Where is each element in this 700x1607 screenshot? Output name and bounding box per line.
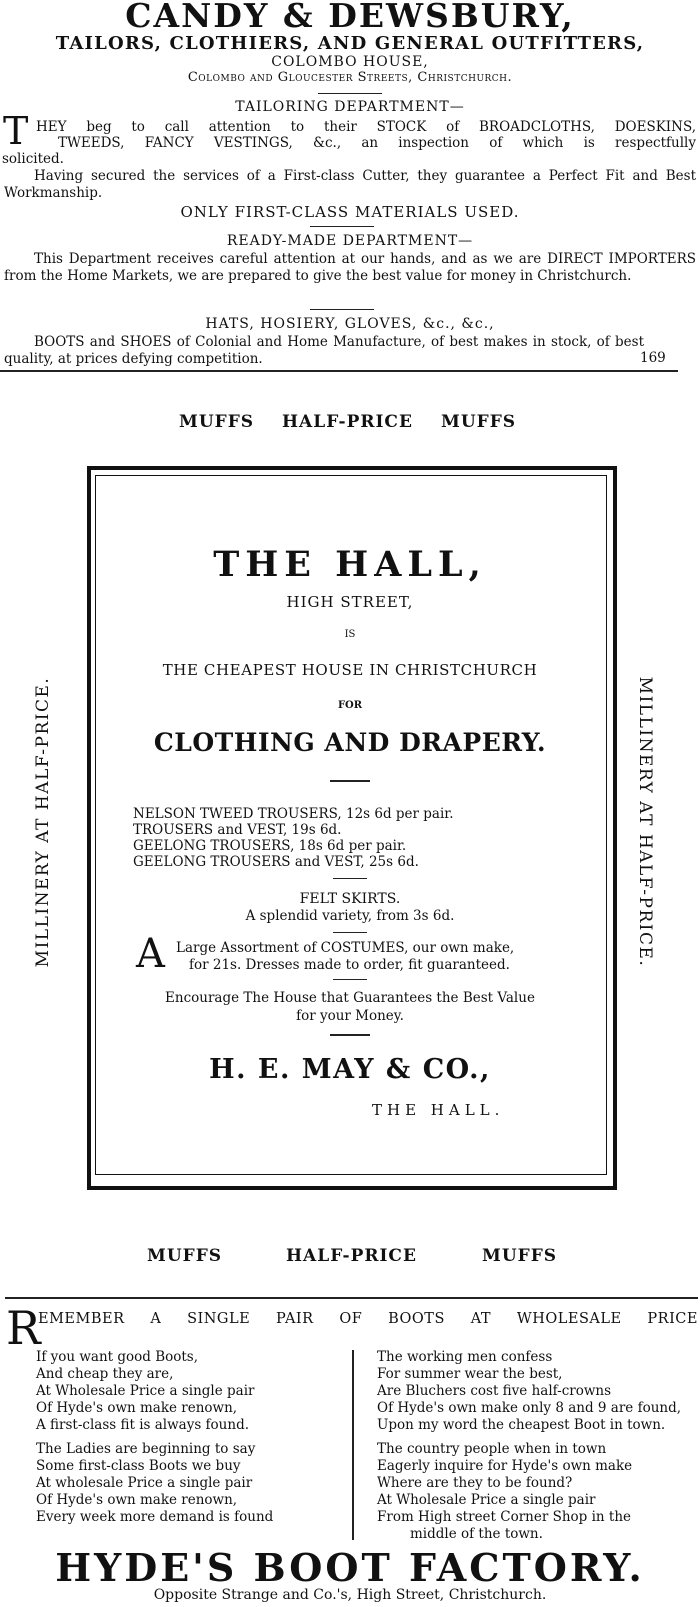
divider (310, 309, 374, 310)
felt-heading: FELT SKIRTS. (299, 891, 401, 907)
poem-line: Are Bluchers cost five half-crowns (377, 1383, 612, 1399)
poem-line: The working men confess (377, 1349, 553, 1365)
banner-top-muffs-right: MUFFS (441, 412, 517, 432)
readymade-heading: READY-MADE DEPARTMENT— (226, 233, 474, 249)
section-rule (0, 370, 678, 372)
poem-line: The Ladies are beginning to say (36, 1441, 256, 1457)
poem-line: Every week more demand is found (36, 1509, 274, 1525)
poem-line: If you want good Boots, (36, 1349, 199, 1365)
poem-line: At Wholesale Price a single pair (36, 1383, 255, 1399)
encourage-line2: for your Money. (296, 1008, 404, 1024)
poem-line: At wholesale Price a single pair (36, 1475, 253, 1491)
poem-line: Of Hyde's own make only 8 and 9 are found, (377, 1400, 682, 1416)
candy-subtitle: TAILORS, CLOTHIERS, AND GENERAL OUTFITTERS, (55, 33, 645, 54)
costumes-dropcap: A (136, 931, 165, 977)
ad-number: 169 (640, 350, 666, 366)
poem-line: The country people when in town (377, 1441, 607, 1457)
hats-heading: HATS, HOSIERY, GLOVES, &c., &c., (205, 316, 495, 332)
hall-clothing: CLOTHING AND DRAPERY. (153, 728, 547, 757)
tailoring-line2: TWEEDS, FANCY VESTINGS, &c., an inspection of which is respectfully (58, 135, 696, 151)
readymade-text: This Department receives careful attention at our hands, and as we are DIRECT IMPORTERS from the Home Markets, we are prepared to give the best value for money in Christchurch. (4, 251, 696, 284)
banner-top-half-price: HALF-PRICE (282, 412, 413, 432)
materials-text: ONLY FIRST-CLASS MATERIALS USED. (180, 203, 520, 221)
section-rule (5, 1297, 698, 1299)
poem-line: From High street Corner Shop in the (377, 1509, 632, 1525)
poem-line: Eagerly inquire for Hyde's own make (377, 1458, 633, 1474)
tailoring-line3: solicited. (2, 151, 64, 167)
poem-line: Some first-class Boots we buy (36, 1458, 241, 1474)
poem-right-last-line: middle of the town. (410, 1526, 543, 1542)
banner-top-muffs-left: MUFFS (179, 412, 255, 432)
costumes-line1: Large Assortment of COSTUMES, our own make, (176, 940, 515, 956)
side-text-right: MILLINERY AT HALF-PRICE. (635, 676, 655, 968)
candy-address: Colombo and Gloucester Streets, Christchurch. (187, 70, 513, 85)
poem-right-verse1 (377, 1349, 681, 1434)
hyde-dropcap: R (6, 1301, 41, 1355)
hall-cheapest: THE CHEAPEST HOUSE IN CHRISTCHURCH (162, 661, 538, 679)
cutter-text: Having secured the services of a First-class Cutter, they guarantee a Perfect Fit and Best Workmanship. (4, 168, 696, 201)
divider (310, 226, 374, 227)
tailoring-dropcap: T (3, 109, 29, 153)
poem-line: Of Hyde's own make renown, (36, 1400, 238, 1416)
hall-is: IS (344, 629, 356, 640)
tailoring-line1: HEY beg to call attention to their STOCK of BROADCLOTHS, DOESKINS, (36, 119, 696, 135)
candy-house: COLOMBO HOUSE, (271, 54, 429, 70)
poem-right-verse2 (377, 1441, 632, 1526)
hyde-factory-title: HYDE'S BOOT FACTORY. (55, 1545, 645, 1590)
divider (333, 878, 367, 879)
hall-title: THE HALL, (213, 544, 487, 585)
banner-bottom-muffs-left: MUFFS (147, 1246, 223, 1266)
hyde-headline: EMEMBER A SINGLE PAIR OF BOOTS AT WHOLESALE PRICE (38, 1311, 698, 1327)
side-text-left: MILLINERY AT HALF-PRICE. (33, 676, 53, 968)
hall-item: GEELONG TROUSERS and VEST, 25s 6d. (133, 854, 419, 870)
poem-column-divider (352, 1350, 354, 1540)
poem-line: Of Hyde's own make renown, (36, 1492, 238, 1508)
poem-line: Where are they to be found? (377, 1475, 573, 1491)
divider (330, 1034, 370, 1036)
tailoring-heading: TAILORING DEPARTMENT— (235, 99, 465, 115)
hall-for: FOR (337, 700, 363, 711)
poem-line: And cheap they are, (36, 1366, 174, 1382)
divider (330, 780, 370, 782)
poem-left-verse2 (36, 1441, 273, 1526)
hall-item: NELSON TWEED TROUSERS, 12s 6d per pair. (133, 806, 454, 822)
hall-street: HIGH STREET, (286, 593, 414, 611)
poem-line: Upon my word the cheapest Boot in town. (377, 1417, 666, 1433)
divider (333, 932, 367, 933)
hall-item: GEELONG TROUSERS, 18s 6d per pair. (133, 838, 407, 854)
boots-text: BOOTS and SHOES of Colonial and Home Manufacture, of best makes in stock, of best quality, at prices defying competition. (4, 334, 644, 367)
candy-title: CANDY & DEWSBURY, (125, 0, 575, 35)
banner-bottom-muffs-right: MUFFS (482, 1246, 558, 1266)
poem-line: A first-class fit is always found. (36, 1417, 250, 1433)
poem-line: At Wholesale Price a single pair (377, 1492, 596, 1508)
divider (318, 93, 382, 94)
banner-bottom-half-price: HALF-PRICE (286, 1246, 417, 1266)
poem-left-verse1 (36, 1349, 255, 1434)
poem-line: For summer wear the best, (377, 1366, 563, 1382)
hyde-address: Opposite Strange and Co.'s, High Street, Christchurch. (153, 1587, 547, 1603)
hall-item: TROUSERS and VEST, 19s 6d. (133, 822, 342, 838)
hall-items (133, 806, 454, 870)
costumes-line2: for 21s. Dresses made to order, fit guaranteed. (189, 957, 510, 973)
felt-sub: A splendid variety, from 3s 6d. (245, 908, 455, 924)
divider (333, 979, 367, 980)
encourage-line1: Encourage The House that Guarantees the Best Value (165, 990, 535, 1006)
hall-company: H. E. MAY & CO., (209, 1054, 491, 1085)
hall-the-hall: THE HALL. (372, 1101, 505, 1119)
